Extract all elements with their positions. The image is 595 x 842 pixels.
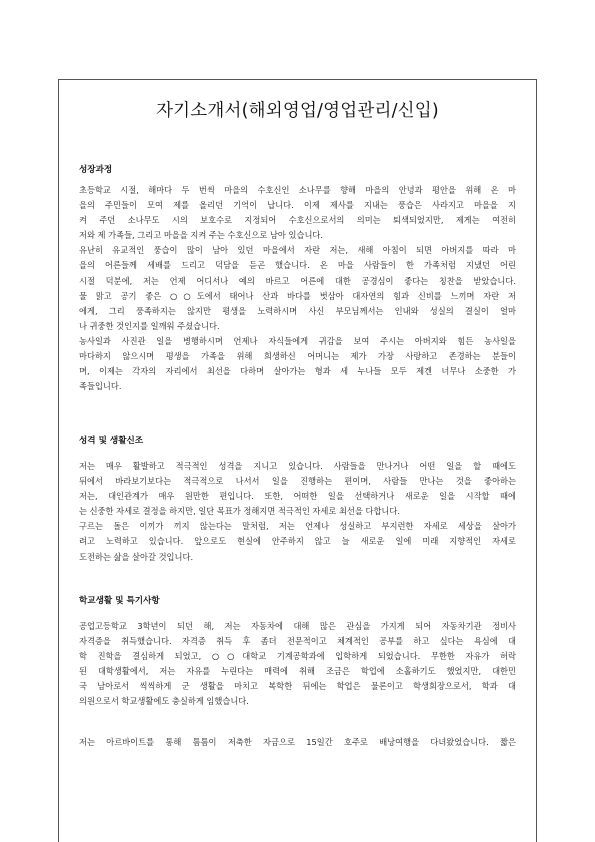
text-line: 저는 매우 활발하고 적극적인 성격을 지니고 있습니다. 사람들을 만나거나 어떤 일을 할 때에도 (79, 461, 516, 471)
text-line: 나 귀중한 것인지를 일깨워 주셨습니다. (79, 320, 220, 331)
section-body-school-continued (79, 735, 516, 750)
text-line: 구르는 돌은 이끼가 끼지 않는다는 말처럼, 저는 언제나 성실하고 부지런한 자세로 세상을 살아가 (79, 521, 516, 532)
text-line: 마다하지 않으시며 평생을 가족을 위해 희생하신 어머니는 제가 가장 사랑하고 존경하는 분들이 (79, 351, 516, 362)
text-line: 의원으로서 학교생활에도 충실하게 임했습니다. (79, 696, 249, 707)
section-heading-personality: 성격 및 생활신조 (79, 436, 144, 446)
text-line: 유난히 유교적인 풍습이 많이 남아 있던 마을에서 자란 저는, 새해 아침이 되면 아버지를 따라 마 (79, 245, 516, 256)
text-line: 을의 어른들께 세배를 드리고 덕담을 듣곤 했습니다. 온 마을 사람들이 한 가족처럼 지냈던 어린 (79, 260, 516, 271)
text-line: 초등학교 시절, 해마다 두 번씩 마을의 수호신인 소나무를 향해 마을의 안녕과 평안을 위해 온 마 (79, 185, 516, 195)
text-line: 시절 덕분에, 저는 언제 어디서나 예의 바르고 어른에 대한 공경심이 좋다는 칭찬을 받았습니다. (79, 275, 516, 286)
text-line: 며, 이제는 각자의 자리에서 최선을 다하며 살아가는 형과 세 누나들 모두 제겐 너무나 소중한 가 (79, 366, 516, 377)
text-line: 공업고등학교 3학년이 되던 해, 저는 자동차에 대해 많은 관심을 가지게 되어 자동차기관 정비사 (79, 621, 516, 631)
text-line: 에게, 그리 풍족하지는 않지만 평생을 노력하시며 사신 부모님께서는 인내와 성실의 결실이 얼마 (79, 305, 516, 316)
text-line: 물 맑고 공기 좋은 ○○도에서 태어나 산과 바다를 벗삼아 대자연의 힘과 신비를 느끼며 자란 저 (79, 290, 516, 301)
section-heading-school: 학교생활 및 특기사항 (79, 596, 160, 606)
text-line: 뒤에서 바라보기보다는 적극적으로 나서서 일을 진행하는 편이며, 사람들 만나는 것을 좋아하는 (79, 476, 516, 487)
text-line: 켜 주던 소나무도 시의 보호수로 지정되어 수호신으로서의 의미는 퇴색되었지만, 제게는 여전히 (79, 215, 516, 226)
text-line: 된 대학생활에서, 저는 자유를 누린다는 매력에 취해 조금은 학업에 소홀하기도 했었지만, 대한민 (79, 666, 516, 677)
text-line: 농사일과 사진관 일을 병행하시며 언제나 자식들에게 귀감을 보여 주시는 아버지와 힘든 농사일을 (79, 335, 516, 346)
document-frame (58, 79, 537, 842)
document-title: 자기소개서(해외영업/영업관리/신입) (156, 101, 439, 121)
text-line: 국 남아로서 씩씩하게 군 생활을 마치고 복학한 뒤에는 학업은 물론이고 학생회장으로서, 학과 대 (79, 681, 516, 692)
text-line: 학 진학을 결심하게 되었고, ○○대학교 기계공학과에 입학하게 되었습니다. 무한한 자유가 허락 (79, 651, 516, 662)
text-line: 을의 주민들이 모여 제를 올리던 기억이 납니다. 이제 제사를 지내는 풍습은 사라지고 마을을 지 (79, 200, 516, 211)
text-line: 려고 노력하고 있습니다. 앞으로도 현실에 안주하지 않고 늘 새로운 일에 미래 지향적인 자세로 (79, 536, 516, 547)
text-line: 는 신중한 자세로 결정을 하지만, 일단 목표가 정해지면 적극적인 자세로 최선을 다합니다. (79, 506, 400, 517)
section-body-school (79, 619, 516, 710)
text-line: 저는, 대인관계가 매우 원만한 편입니다. 또한, 어떠한 일을 선택하거나 새로운 일을 시작할 때에 (79, 491, 516, 502)
text-line: 도전하는 삶을 살아갈 것입니다. (79, 551, 194, 562)
text-line: 저는 아르바이트를 통해 틈틈이 저축한 자금으로 15일간 호주로 배낭여행을 다녀왔었습니다. 짧은 (79, 737, 516, 747)
text-line: 족들입니다. (79, 381, 122, 392)
section-body-personality (79, 459, 516, 565)
section-heading-growth: 성장과정 (79, 165, 113, 175)
section-body-growth (79, 183, 516, 394)
text-line: 저와 제 가족들, 그리고 마을을 지켜 주는 수호신으로 남아 있습니다. (79, 230, 324, 241)
text-line: 자격증을 취득했습니다. 자격증 취득 후 좀더 전문적이고 체계적인 공부를 하고 싶다는 욕심에 대 (79, 636, 516, 647)
